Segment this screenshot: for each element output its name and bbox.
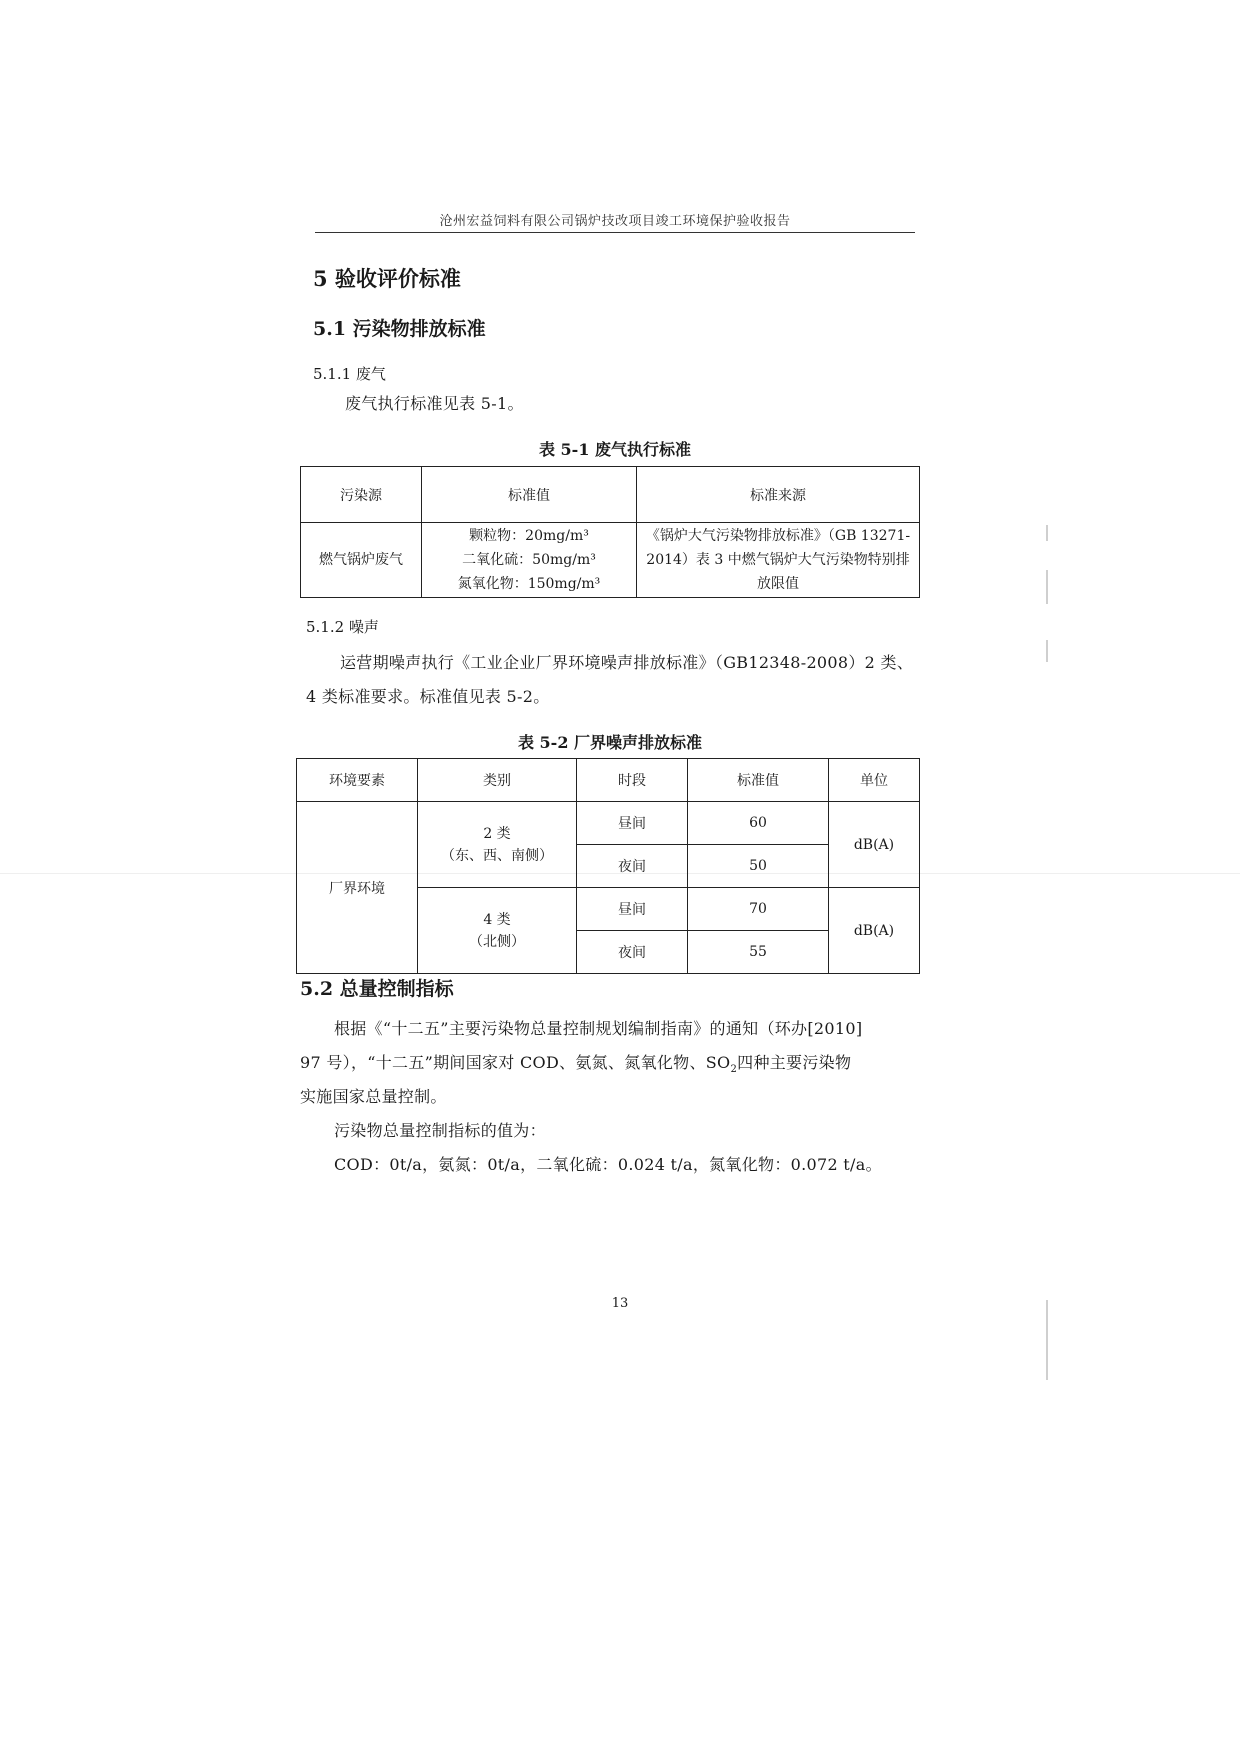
section-5-title: 5 验收评价标准 (313, 266, 461, 291)
scan-artifact-mark (1046, 1300, 1048, 1380)
standard-value-line: 颗粒物：20mg/m³ (469, 528, 589, 544)
table-header-cell: 类别 (418, 759, 577, 802)
scan-artifact-mark (1046, 570, 1048, 604)
category-sides: （东、西、南侧） (441, 847, 553, 864)
table-5-1-caption: 表 5-1 废气执行标准 (538, 440, 692, 459)
category-cell (418, 888, 577, 974)
section-5-1-2-text-line-1: 运营期噪声执行《工业企业厂界环境噪声排放标准》（GB12348-2008）2 类、 (340, 653, 914, 672)
section-5-2-title: 5.2 总量控制指标 (300, 978, 454, 1000)
category-name: 4 类 (483, 911, 511, 928)
section-5-1-2-text-line-2: 4 类标准要求。标准值见表 5-2。 (306, 687, 550, 706)
subscript: 2 (730, 1064, 738, 1076)
standard-value-line: 二氧化硫：50mg/m³ (462, 552, 596, 568)
category-sides: （北侧） (469, 933, 525, 950)
standard-value-line: 氮氧化物：150mg/m³ (457, 576, 601, 592)
section-5-2-para-1-line-3: 实施国家总量控制。 (300, 1087, 447, 1106)
unit-cell: dB(A) (829, 802, 920, 888)
page-number: 13 (611, 1296, 629, 1311)
standard-source-cell: 《锅炉大气污染物排放标准》（GB 13271-2014）表 3 中燃气锅炉大气污染物特别排放限值 (637, 523, 920, 598)
category-cell (418, 802, 577, 888)
section-5-2-para-2: 污染物总量控制指标的值为： (334, 1121, 546, 1140)
table-header-cell: 标准值 (688, 759, 829, 802)
section-5-2-para-1-line-1: 根据《“十二五”主要污染物总量控制规划编制指南》的通知（环办[2010] (334, 1019, 863, 1038)
running-header: 沧州宏益饲料有限公司锅炉技改项目竣工环境保护验收报告 (439, 214, 791, 229)
period-cell: 昼间 (577, 888, 688, 931)
section-5-2-para-3: COD：0t/a，氨氮：0t/a，二氧化硫：0.024 t/a，氮氧化物：0.072 t/a。 (334, 1155, 882, 1174)
category-name: 2 类 (483, 825, 511, 842)
limit-value-cell: 70 (688, 888, 829, 931)
header-rule (315, 232, 915, 233)
limit-value-cell: 55 (688, 931, 829, 974)
period-cell: 昼间 (577, 802, 688, 845)
table-5-2-caption: 表 5-2 厂界噪声排放标准 (517, 733, 703, 752)
section-5-1-1-text: 废气执行标准见表 5-1。 (345, 394, 524, 413)
environment-element-cell: 厂界环境 (297, 802, 418, 974)
section-5-1-1-title: 5.1.1 废气 (313, 365, 386, 383)
section-5-1-2-title: 5.1.2 噪声 (306, 618, 379, 636)
table-header-cell: 时段 (577, 759, 688, 802)
text-span: 97 号），“十二五”期间国家对 COD、氨氮、氮氧化物、SO (300, 1053, 731, 1072)
table-5-2 (296, 758, 920, 974)
table-header-row (297, 759, 920, 802)
table-header-cell: 标准来源 (637, 467, 920, 523)
table-header-cell: 环境要素 (297, 759, 418, 802)
limit-value-cell: 50 (688, 845, 829, 888)
table-row (301, 523, 920, 598)
scan-artifact-mark (1046, 525, 1048, 541)
limit-value-cell: 60 (688, 802, 829, 845)
table-header-row (301, 467, 920, 523)
period-cell: 夜间 (577, 931, 688, 974)
table-header-cell: 污染源 (301, 467, 422, 523)
section-5-1-title: 5.1 污染物排放标准 (313, 318, 486, 340)
unit-cell: dB(A) (829, 888, 920, 974)
table-5-1 (300, 466, 920, 598)
text-span: 四种主要污染物 (737, 1053, 852, 1072)
table-header-cell: 标准值 (422, 467, 637, 523)
standard-values-cell (422, 523, 637, 598)
table-header-cell: 单位 (829, 759, 920, 802)
period-cell: 夜间 (577, 845, 688, 888)
table-row (297, 802, 920, 845)
pollution-source-cell: 燃气锅炉废气 (301, 523, 422, 598)
scan-artifact-mark (1046, 640, 1048, 662)
